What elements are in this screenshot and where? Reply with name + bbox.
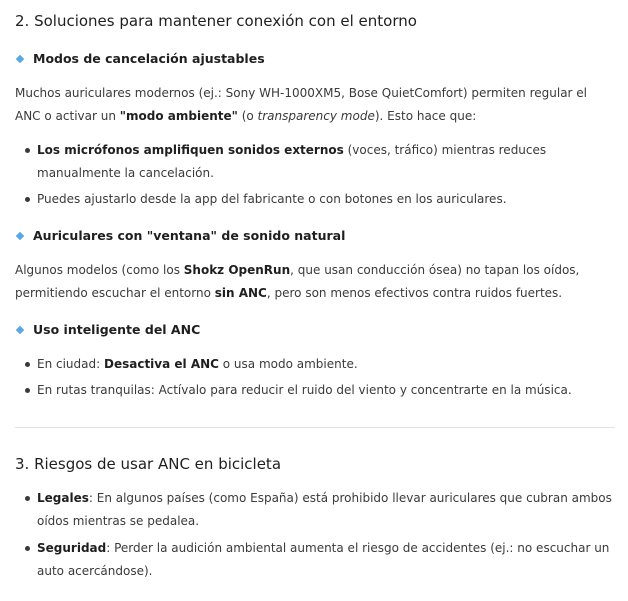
text: En ciudad:: [37, 357, 104, 371]
bold-text: "modo ambiente": [119, 109, 238, 123]
text: : En algunos países (como España) está prohibido llevar auriculares que cubran ambos oídos mientras se pedalea.: [37, 491, 612, 528]
list-item: [37, 487, 617, 533]
text: , pero son menos efectivos contra ruidos fuertes.: [266, 286, 563, 300]
text: Puedes ajustarlo desde la app del fabricante o con botones en los auriculares.: [37, 192, 507, 206]
bullet-icon: [25, 148, 30, 153]
text: Muchos auriculares modernos (ej.: Sony WH-1000XM5, Bose QuietComfort) permiten regular el ANC o activar un: [15, 86, 588, 123]
list-item: [37, 139, 617, 185]
list-item: [37, 379, 617, 402]
bold-text: Shokz OpenRun: [183, 263, 291, 277]
divider: [15, 427, 615, 428]
bullet-icon: [25, 362, 30, 367]
subheading-modos: [15, 51, 265, 66]
subheading-modos-label: Modos de cancelación ajustables: [33, 51, 265, 66]
text: Algunos modelos (como los: [15, 263, 184, 277]
text: ). Esto hace que:: [374, 109, 477, 123]
list-item: [37, 353, 617, 376]
bullet-icon: [25, 197, 30, 202]
text: : Perder la audición ambiental aumenta el riesgo de accidentes (ej.: no escuchar un auto acercándose).: [37, 541, 610, 578]
bullet-icon: [25, 546, 30, 551]
bold-text: Seguridad: [37, 541, 107, 555]
diamond-icon: [16, 54, 24, 62]
paragraph-modos: [15, 82, 615, 128]
bold-text: sin ANC: [214, 286, 267, 300]
subheading-ventana: [15, 228, 345, 243]
bullet-icon: [25, 496, 30, 501]
diamond-icon: [16, 231, 24, 239]
text: (voces, tráfico) mientras reduces manualmente la cancelación.: [37, 143, 547, 180]
subheading-ventana-label: Auriculares con "ventana" de sonido natural: [33, 228, 346, 243]
bullet-icon: [25, 388, 30, 393]
bold-text: Legales: [37, 491, 89, 505]
subheading-uso: [15, 322, 200, 337]
diamond-icon: [16, 325, 24, 333]
text: o usa modo ambiente.: [218, 357, 358, 371]
section-2-title: 2. Soluciones para mantener conexión con el entorno: [15, 12, 417, 30]
text: (o: [237, 109, 258, 123]
bold-text: Desactiva el ANC: [103, 357, 219, 371]
text: En rutas tranquilas: Actívalo para reducir el ruido del viento y concentrarte en la música.: [37, 383, 572, 397]
list-item: [37, 537, 617, 583]
list-item: [37, 188, 617, 211]
subheading-uso-label: Uso inteligente del ANC: [33, 322, 201, 337]
section-3-title: 3. Riesgos de usar ANC en bicicleta: [15, 455, 282, 473]
text: , que usan conducción ósea) no tapan los oídos, permitiendo escuchar el entorno: [15, 263, 580, 300]
bold-text: Los micrófonos amplifiquen sonidos externos: [37, 143, 344, 157]
italic-text: transparency mode: [257, 109, 375, 123]
paragraph-ventana: [15, 259, 615, 305]
